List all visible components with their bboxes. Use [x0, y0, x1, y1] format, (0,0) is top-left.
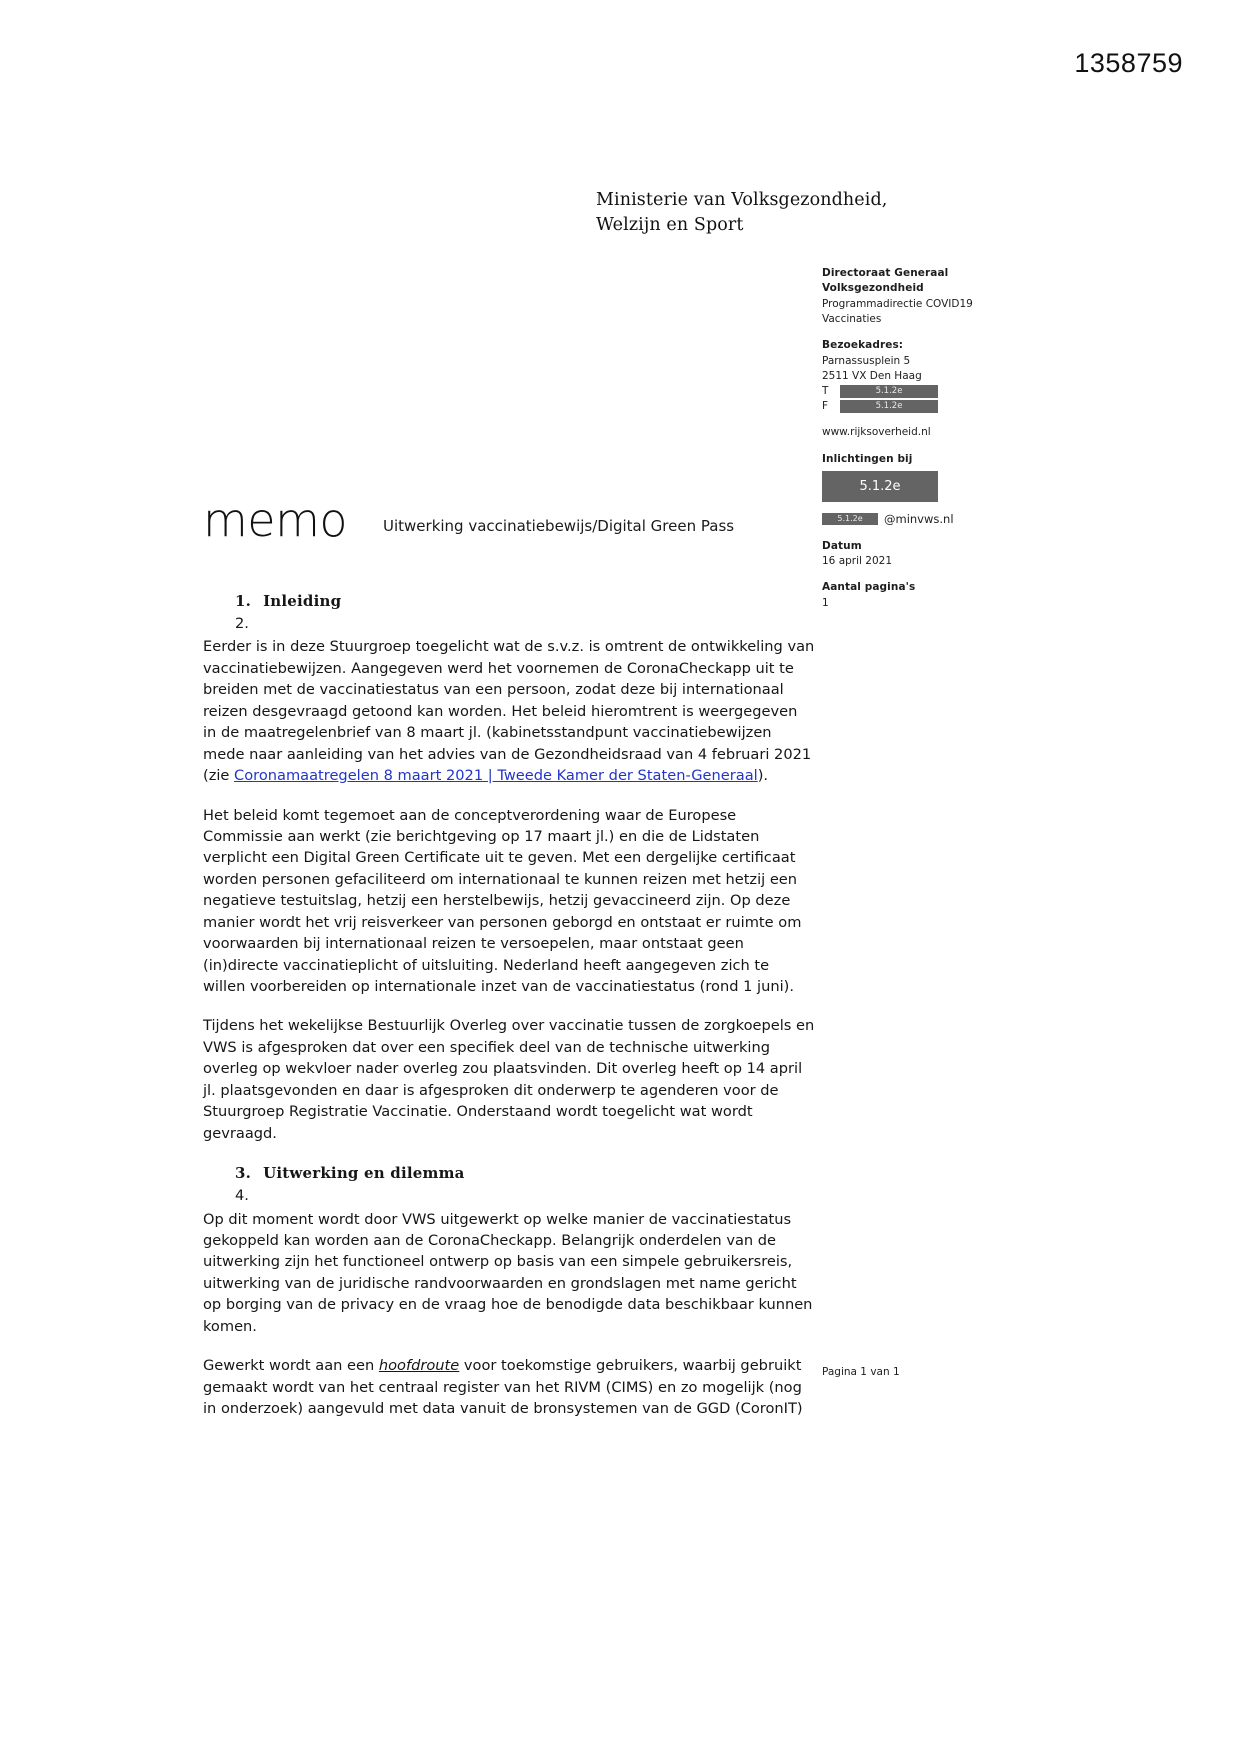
contact-name-redaction: 5.1.2e	[822, 471, 938, 502]
address-block	[822, 338, 1012, 414]
section-heading-1	[203, 590, 815, 612]
coronamaatregelen-link[interactable]: Coronamaatregelen 8 maart 2021 | Tweede Kamer der Staten-Generaal	[234, 767, 758, 785]
section-heading-3	[203, 1162, 815, 1184]
ministry-line-1: Ministerie van Volksgezondheid,	[596, 190, 888, 210]
address-label: Bezoekadres:	[822, 339, 904, 352]
metadata-column	[822, 266, 1012, 622]
date-block	[822, 539, 1012, 570]
directorate-title-line-1: Directoraat Generaal	[822, 267, 949, 279]
website-block	[822, 425, 1012, 440]
memo-subtitle: Uitwerking vaccinatiebewijs/Digital Green Pass	[383, 517, 735, 535]
memo-title: memo	[203, 493, 348, 547]
paragraph-3: Tijdens het wekelijkse Bestuurlijk Overleg over vaccinatie tussen de zorgkoepels en VWS is afgesproken dat over een specifiek deel van de technische uitwerking overleg op wekvloer nader overleg zou plaatsvinden. Dit overleg heeft op 14 april jl. plaatsgevonden en daar is afgesproken dit onderwerp te agenderen voor de Stuurgroep Registratie Vaccinatie. Onderstaand wordt toegelicht wat wordt gevraagd.	[203, 1017, 815, 1142]
directorate-title-line-2: Volksgezondheid	[822, 282, 924, 295]
page-count-value: 1	[822, 596, 829, 609]
ministry-wordmark	[596, 188, 887, 238]
section-title-1: Inleiding	[263, 592, 342, 610]
section-number-3: 3.	[235, 1164, 252, 1183]
hoofdroute-emphasis: hoofdroute	[378, 1357, 460, 1375]
contact-label: Inlichtingen bij	[822, 452, 913, 465]
paragraph-5-text-a: Gewerkt wordt aan een	[203, 1357, 379, 1375]
page-footer: Pagina 1 van 1	[822, 1366, 900, 1378]
ministry-line-2: Welzijn en Sport	[596, 214, 744, 235]
contact-email-user-redaction: 5.1.2e	[822, 513, 878, 525]
directorate-sub-line-1: Programmadirectie COVID19	[822, 297, 973, 310]
date-value: 16 april 2021	[822, 555, 893, 568]
directorate-sub-line-2: Vaccinaties	[822, 312, 882, 325]
paragraph-2: Het beleid komt tegemoet aan de conceptverordening waar de Europese Commissie aan werkt (zie berichtgeving op 17 maart jl.) en die de Lidstaten verplicht een Digital Green Certificate uit te geven. Met een dergelijke certificaat worden personen gefaciliteerd om internationaal te kunnen reizen met hetzij een negatieve testuitslag, hetzij een herstelbewijs, hetzij gevaccineerd zijn. Op deze manier wordt het vrij reisverkeer van personen geborgd en ontstaat er ruimte om voorwaarden bij internationaal reizen te versoepelen, maar ontstaat geen (in)directe vaccinatieplicht of uitsluiting. Nederland heeft aangegeven zich te willen voorbereiden op internationale inzet van de vaccinatiestatus (rond 1 juni).	[203, 806, 802, 996]
address-city: 2511 VX Den Haag	[822, 369, 922, 382]
fax-redaction: 5.1.2e	[840, 400, 938, 413]
section-number-4: 4.	[235, 1187, 249, 1205]
paragraph-5-text-b: voor toekomstige gebruikers, waarbij gebruikt gemaakt wordt van het centraal register van het RIVM (CIMS) en zo mogelijk (nog in onderzoek) aangevuld met data vanuit de bronsystemen van de GGD (CoronIT)	[203, 1357, 803, 1418]
website-url[interactable]: www.rijksoverheid.nl	[822, 426, 931, 439]
fax-label: F	[822, 400, 829, 413]
section-title-3: Uitwerking en dilemma	[263, 1164, 465, 1183]
document-body	[203, 590, 815, 1438]
date-label: Datum	[822, 539, 862, 552]
fax-row	[822, 399, 1012, 414]
phone-label: T	[822, 385, 829, 398]
section-number-1: 1.	[235, 592, 252, 610]
document-number: 1358759	[1074, 48, 1183, 78]
paragraph-1	[203, 636, 815, 786]
phone-redaction: 5.1.2e	[840, 385, 938, 398]
contact-block	[822, 452, 1012, 528]
paragraph-5	[203, 1355, 815, 1419]
directorate-block	[822, 266, 1012, 327]
contact-email-domain: @minvws.nl	[884, 511, 954, 526]
phone-row	[822, 384, 1012, 399]
section-number-2: 2.	[235, 615, 249, 633]
contact-email-row	[822, 511, 1012, 528]
page-count-block	[822, 580, 1012, 611]
paragraph-1-text-b: ).	[757, 767, 769, 785]
paragraph-1-text-a: Eerder is in deze Stuurgroep toegelicht wat de s.v.z. is omtrent de ontwikkeling van vaccinatiebewijzen. Aangegeven werd het voornemen de CoronaCheckapp uit te breiden met de vaccinatiestatus van een persoon, zodat deze bij internationaal reizen desgevraagd getoond kan worden. Het beleid hieromtrent is weergegeven in de maatregelenbrief van 8 maart jl. (kabinetsstandpunt vaccinatiebewijzen mede naar aanleiding van het advies van de Gezondheidsraad van 4 februari 2021 (zie	[203, 638, 815, 785]
address-street: Parnassusplein 5	[822, 354, 911, 367]
page-count-label: Aantal pagina's	[822, 581, 916, 594]
paragraph-4: Op dit moment wordt door VWS uitgewerkt op welke manier de vaccinatiestatus gekoppeld kan worden aan de CoronaCheckapp. Belangrijk onderdelen van de uitwerking zijn het functioneel ontwerp op basis van een simpele gebruikersreis, uitwerking van de juridische randvoorwaarden en grondslagen met name gericht op borging van de privacy en de vraag hoe de benodigde data beschikbaar kunnen komen.	[203, 1210, 813, 1335]
